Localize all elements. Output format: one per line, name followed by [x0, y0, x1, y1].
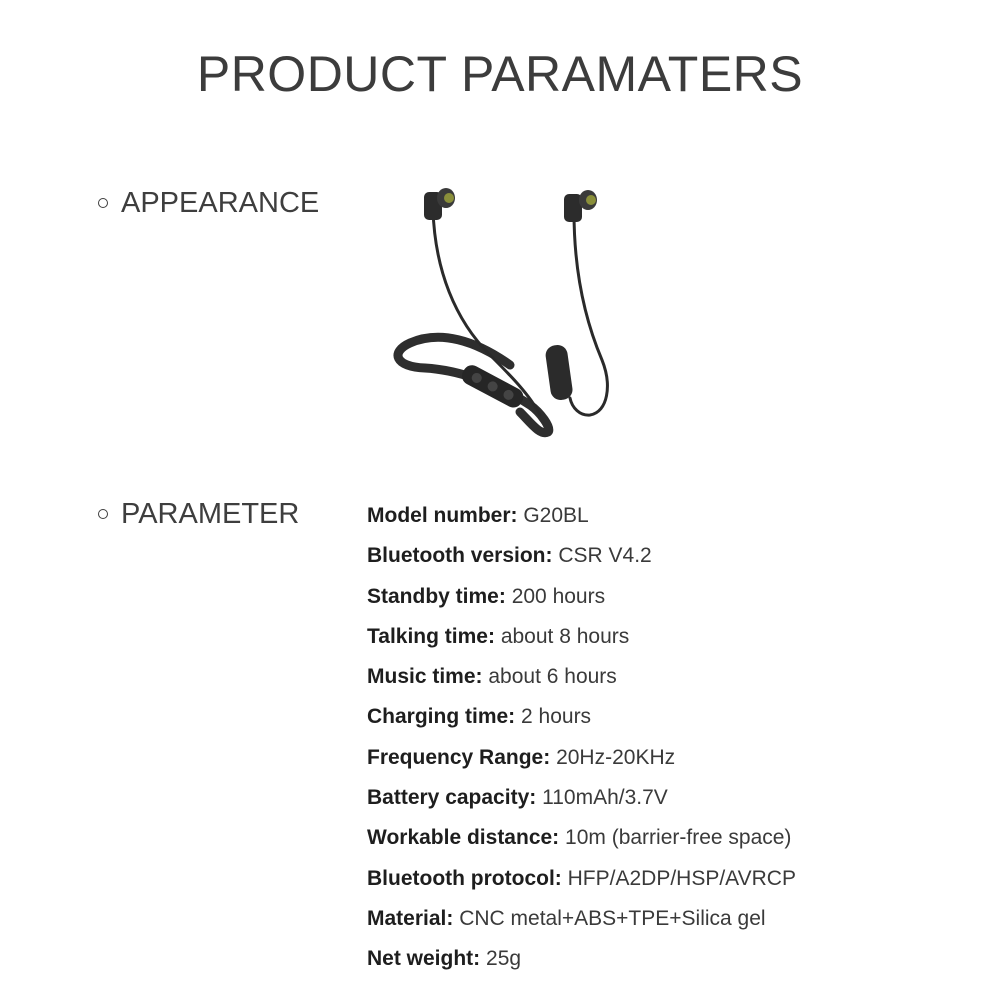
appearance-heading-label: APPEARANCE — [121, 187, 320, 219]
param-row-battery-capacity — [367, 780, 796, 820]
param-label: Net weight: — [367, 947, 481, 971]
param-label: Material: — [367, 906, 454, 930]
param-value: 10m (barrier-free space) — [565, 826, 792, 850]
param-value: about 6 hours — [488, 665, 617, 689]
control-box — [459, 362, 527, 411]
param-label: Model number: — [367, 504, 518, 527]
right-cable — [570, 212, 607, 415]
param-value: CNC metal+ABS+TPE+Silica gel — [459, 906, 766, 930]
param-row-music-time — [367, 659, 796, 699]
parameter-heading — [98, 496, 299, 532]
circle-bullet-icon — [98, 198, 108, 208]
right-earbud — [564, 190, 597, 222]
param-value: 20Hz-20KHz — [556, 745, 676, 769]
param-value: 200 hours — [511, 584, 606, 608]
appearance-heading — [98, 185, 319, 221]
param-row-model-number — [367, 498, 796, 538]
circle-bullet-icon — [98, 509, 108, 519]
param-value: 2 hours — [521, 705, 592, 729]
param-value: G20BL — [523, 504, 589, 527]
parameter-heading-label: PARAMETER — [121, 498, 300, 530]
param-label: Frequency Range: — [367, 745, 551, 769]
param-row-standby-time — [367, 579, 796, 619]
param-label: Bluetooth version: — [367, 544, 553, 568]
param-row-charging-time — [367, 699, 796, 739]
param-row-workable-distance — [367, 820, 796, 860]
param-label: Bluetooth protocol: — [367, 866, 562, 890]
battery-pod — [544, 344, 573, 402]
param-row-frequency-range — [367, 740, 796, 780]
param-value: about 8 hours — [500, 624, 630, 648]
param-value: 25g — [486, 947, 522, 971]
param-label: Music time: — [367, 665, 483, 689]
page-title: PRODUCT PARAMATERS — [196, 46, 804, 102]
neckband-earphones-image — [380, 180, 630, 445]
param-row-talking-time — [367, 619, 796, 659]
param-label: Charging time: — [367, 705, 516, 729]
param-row-material — [367, 901, 796, 941]
left-earbud — [424, 188, 455, 220]
param-row-bluetooth-version — [367, 538, 796, 578]
param-label: Battery capacity: — [367, 786, 537, 810]
param-label: Workable distance: — [367, 826, 560, 850]
param-value: 110mAh/3.7V — [542, 786, 668, 810]
param-row-bluetooth-protocol — [367, 861, 796, 901]
param-value: HFP/A2DP/HSP/AVRCP — [567, 866, 796, 890]
param-row-net-weight — [367, 941, 796, 981]
param-label: Standby time: — [367, 584, 506, 608]
param-label: Talking time: — [367, 624, 495, 648]
parameter-list — [367, 498, 796, 982]
param-value: CSR V4.2 — [558, 544, 652, 568]
